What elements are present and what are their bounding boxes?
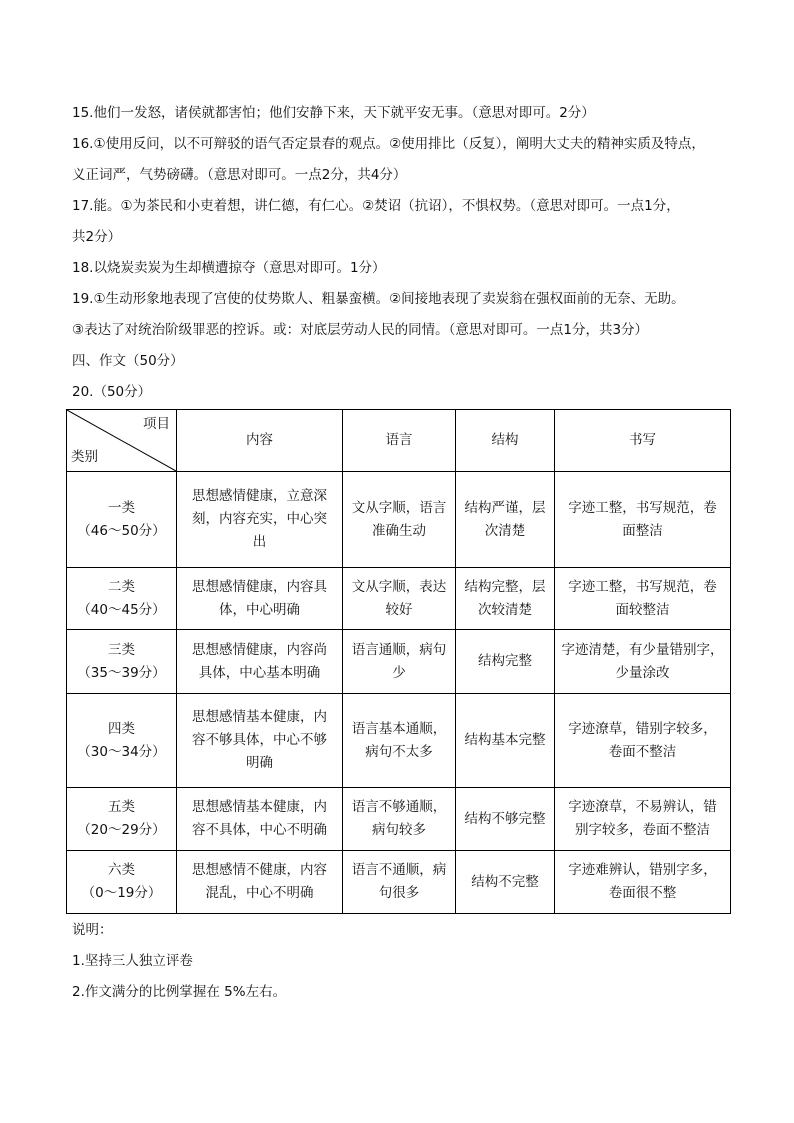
cell-line: 明确 bbox=[246, 755, 273, 771]
language-cell bbox=[343, 568, 456, 630]
cell-line: 次清楚 bbox=[484, 522, 526, 539]
category-cell bbox=[67, 630, 177, 694]
column-header-language: 语言 bbox=[343, 410, 456, 472]
cell-line: 较好 bbox=[385, 601, 413, 618]
cell-line: 字迹难辨认，错别字多， bbox=[568, 862, 717, 878]
cell-line: 刻，内容充实，中心突 bbox=[192, 511, 327, 527]
category-cell bbox=[67, 788, 177, 851]
table-row bbox=[67, 472, 731, 568]
structure-cell bbox=[456, 568, 555, 630]
cell-line: 思想感情基本健康，内 bbox=[192, 799, 327, 815]
writing-cell bbox=[555, 568, 731, 630]
cell-line: 次较清楚 bbox=[478, 601, 532, 618]
category-cell bbox=[67, 568, 177, 630]
answer-17-line-1: 17.能。①为茶民和小吏着想，讲仁德，有仁心。②焚诏（抗诏），不惧权势。（意思对即可。一点1分， bbox=[72, 198, 680, 214]
cell-line: 卷面不整洁 bbox=[608, 743, 677, 760]
answer-19-line-2: ③表达了对统治阶级罪恶的控诉。或：对底层劳动人民的同情。（意思对即可。一点1分，共3分） bbox=[72, 322, 649, 338]
grading-table bbox=[66, 409, 731, 914]
answer-19-line-1: 19.①生动形象地表现了宫使的仗势欺人、粗暴蛮横。②间接地表现了卖炭翁在强权面前的无奈、无助。 bbox=[72, 291, 685, 307]
cell-line: 句很多 bbox=[378, 885, 420, 901]
cell-line: 字迹潦草，错别字较多， bbox=[568, 720, 717, 737]
answer-16-line-2: 义正词严，气势磅礴。（意思对即可。一点2分，共4分） bbox=[72, 167, 407, 183]
cell-line: 思想感情健康，内容尚 bbox=[192, 641, 327, 658]
cell-line: 病句不太多 bbox=[365, 743, 433, 760]
header-category-label: 类别 bbox=[71, 449, 98, 465]
content-cell bbox=[177, 694, 343, 788]
answer-16-line-1: 16.①使用反问，以不可辩驳的语气否定景春的观点。②使用排比（反复），阐明大丈夫的精神实质及特点， bbox=[72, 136, 705, 152]
category-label: 三类 bbox=[108, 641, 135, 658]
cell-line: 字迹工整，书写规范，卷 bbox=[568, 578, 717, 595]
table-row bbox=[67, 630, 731, 694]
cell-line: 结构不完整 bbox=[471, 873, 539, 890]
cell-line: 卷面很不整 bbox=[608, 885, 677, 901]
cell-line: 少 bbox=[392, 664, 406, 681]
language-cell bbox=[343, 630, 456, 694]
category-range: （40～45分） bbox=[77, 601, 166, 618]
cell-line: 文从字顺，表达 bbox=[351, 578, 447, 595]
content-cell bbox=[177, 568, 343, 630]
answer-18: 18.以烧炭卖炭为生却横遭掠夺（意思对即可。1分） bbox=[72, 260, 386, 276]
question-20-heading: 20.（50分） bbox=[72, 384, 152, 400]
category-range: （0～19分） bbox=[81, 885, 162, 901]
cell-line: 字迹清楚，有少量错别字， bbox=[561, 641, 724, 658]
table-row bbox=[67, 694, 731, 788]
cell-line: 思想感情基本健康，内 bbox=[192, 709, 327, 725]
category-label: 二类 bbox=[108, 578, 135, 595]
category-label: 一类 bbox=[108, 499, 135, 516]
cell-line: 面整洁 bbox=[622, 522, 663, 539]
category-range: （30～34分） bbox=[77, 743, 166, 760]
structure-cell bbox=[456, 472, 555, 568]
content-cell bbox=[177, 851, 343, 914]
writing-cell bbox=[555, 472, 731, 568]
category-range: （35～39分） bbox=[77, 664, 166, 681]
cell-line: 混乱，中心不明确 bbox=[205, 885, 314, 901]
content-cell bbox=[177, 788, 343, 851]
header-item-label: 项目 bbox=[143, 416, 170, 432]
cell-line: 病句较多 bbox=[372, 822, 426, 838]
category-range: （20～29分） bbox=[77, 822, 166, 838]
content-cell bbox=[177, 472, 343, 568]
content-cell bbox=[177, 630, 343, 694]
cell-line: 结构不够完整 bbox=[464, 810, 546, 827]
column-header-content: 内容 bbox=[177, 410, 343, 472]
structure-cell bbox=[456, 694, 555, 788]
structure-cell bbox=[456, 851, 555, 914]
cell-line: 出 bbox=[252, 534, 267, 550]
cell-line: 具体，中心基本明确 bbox=[198, 664, 321, 681]
cell-line: 结构完整 bbox=[478, 653, 532, 669]
language-cell bbox=[343, 788, 456, 851]
table-row bbox=[67, 568, 731, 630]
writing-cell bbox=[555, 630, 731, 694]
cell-line: 体，中心明确 bbox=[219, 601, 300, 618]
cell-line: 语言不通顺，病 bbox=[351, 862, 447, 878]
note-item: 1.坚持三人独立评卷 bbox=[72, 953, 193, 969]
cell-line: 字迹潦草，不易辨认，错 bbox=[568, 799, 717, 815]
writing-cell bbox=[555, 788, 731, 851]
structure-cell bbox=[456, 788, 555, 851]
cell-line: 面较整洁 bbox=[615, 601, 670, 618]
notes-title: 说明： bbox=[72, 922, 113, 938]
column-header-structure: 结构 bbox=[456, 410, 555, 472]
writing-cell bbox=[555, 851, 731, 914]
cell-line: 别字较多，卷面不整洁 bbox=[575, 822, 710, 838]
language-cell bbox=[343, 851, 456, 914]
cell-line: 少量涂改 bbox=[615, 664, 670, 681]
language-cell bbox=[343, 472, 456, 568]
cell-line: 思想感情健康，立意深 bbox=[192, 488, 327, 504]
cell-line: 准确生动 bbox=[372, 522, 426, 539]
writing-cell bbox=[555, 694, 731, 788]
category-label: 五类 bbox=[108, 799, 135, 815]
cell-line: 语言基本通顺， bbox=[351, 720, 447, 737]
cell-line: 结构基本完整 bbox=[464, 732, 546, 748]
note-item: 2.作文满分的比例掌握在 5%左右。 bbox=[72, 984, 287, 1000]
diagonal-header-cell bbox=[67, 410, 177, 472]
answer-17-line-2: 共2分） bbox=[72, 229, 122, 245]
cell-line: 容不够具体，中心不够 bbox=[192, 732, 327, 748]
cell-line: 容不具体，中心不明确 bbox=[192, 822, 327, 838]
cell-line: 字迹工整，书写规范，卷 bbox=[568, 499, 717, 516]
structure-cell bbox=[456, 630, 555, 694]
cell-line: 结构严谨，层 bbox=[464, 499, 546, 516]
answer-15: 15.他们一发怒，诸侯就都害怕；他们安静下来，天下就平安无事。（意思对即可。2分） bbox=[72, 105, 595, 121]
cell-line: 文从字顺，语言 bbox=[351, 499, 447, 516]
table-header-row bbox=[67, 410, 731, 472]
column-header-writing: 书写 bbox=[555, 410, 731, 472]
section-heading-composition: 四、作文（50分） bbox=[72, 353, 184, 369]
cell-line: 思想感情健康，内容具 bbox=[192, 578, 327, 595]
cell-line: 结构完整，层 bbox=[464, 578, 546, 595]
category-range: （46～50分） bbox=[77, 522, 166, 539]
category-cell bbox=[67, 851, 177, 914]
table-row bbox=[67, 851, 731, 914]
cell-line: 思想感情不健康，内容 bbox=[192, 862, 327, 878]
category-cell bbox=[67, 472, 177, 568]
category-label: 六类 bbox=[108, 862, 135, 878]
table-row bbox=[67, 788, 731, 851]
cell-line: 语言不够通顺， bbox=[351, 799, 447, 815]
cell-line: 语言通顺，病句 bbox=[351, 641, 447, 658]
category-label: 四类 bbox=[108, 720, 135, 737]
language-cell bbox=[343, 694, 456, 788]
category-cell bbox=[67, 694, 177, 788]
